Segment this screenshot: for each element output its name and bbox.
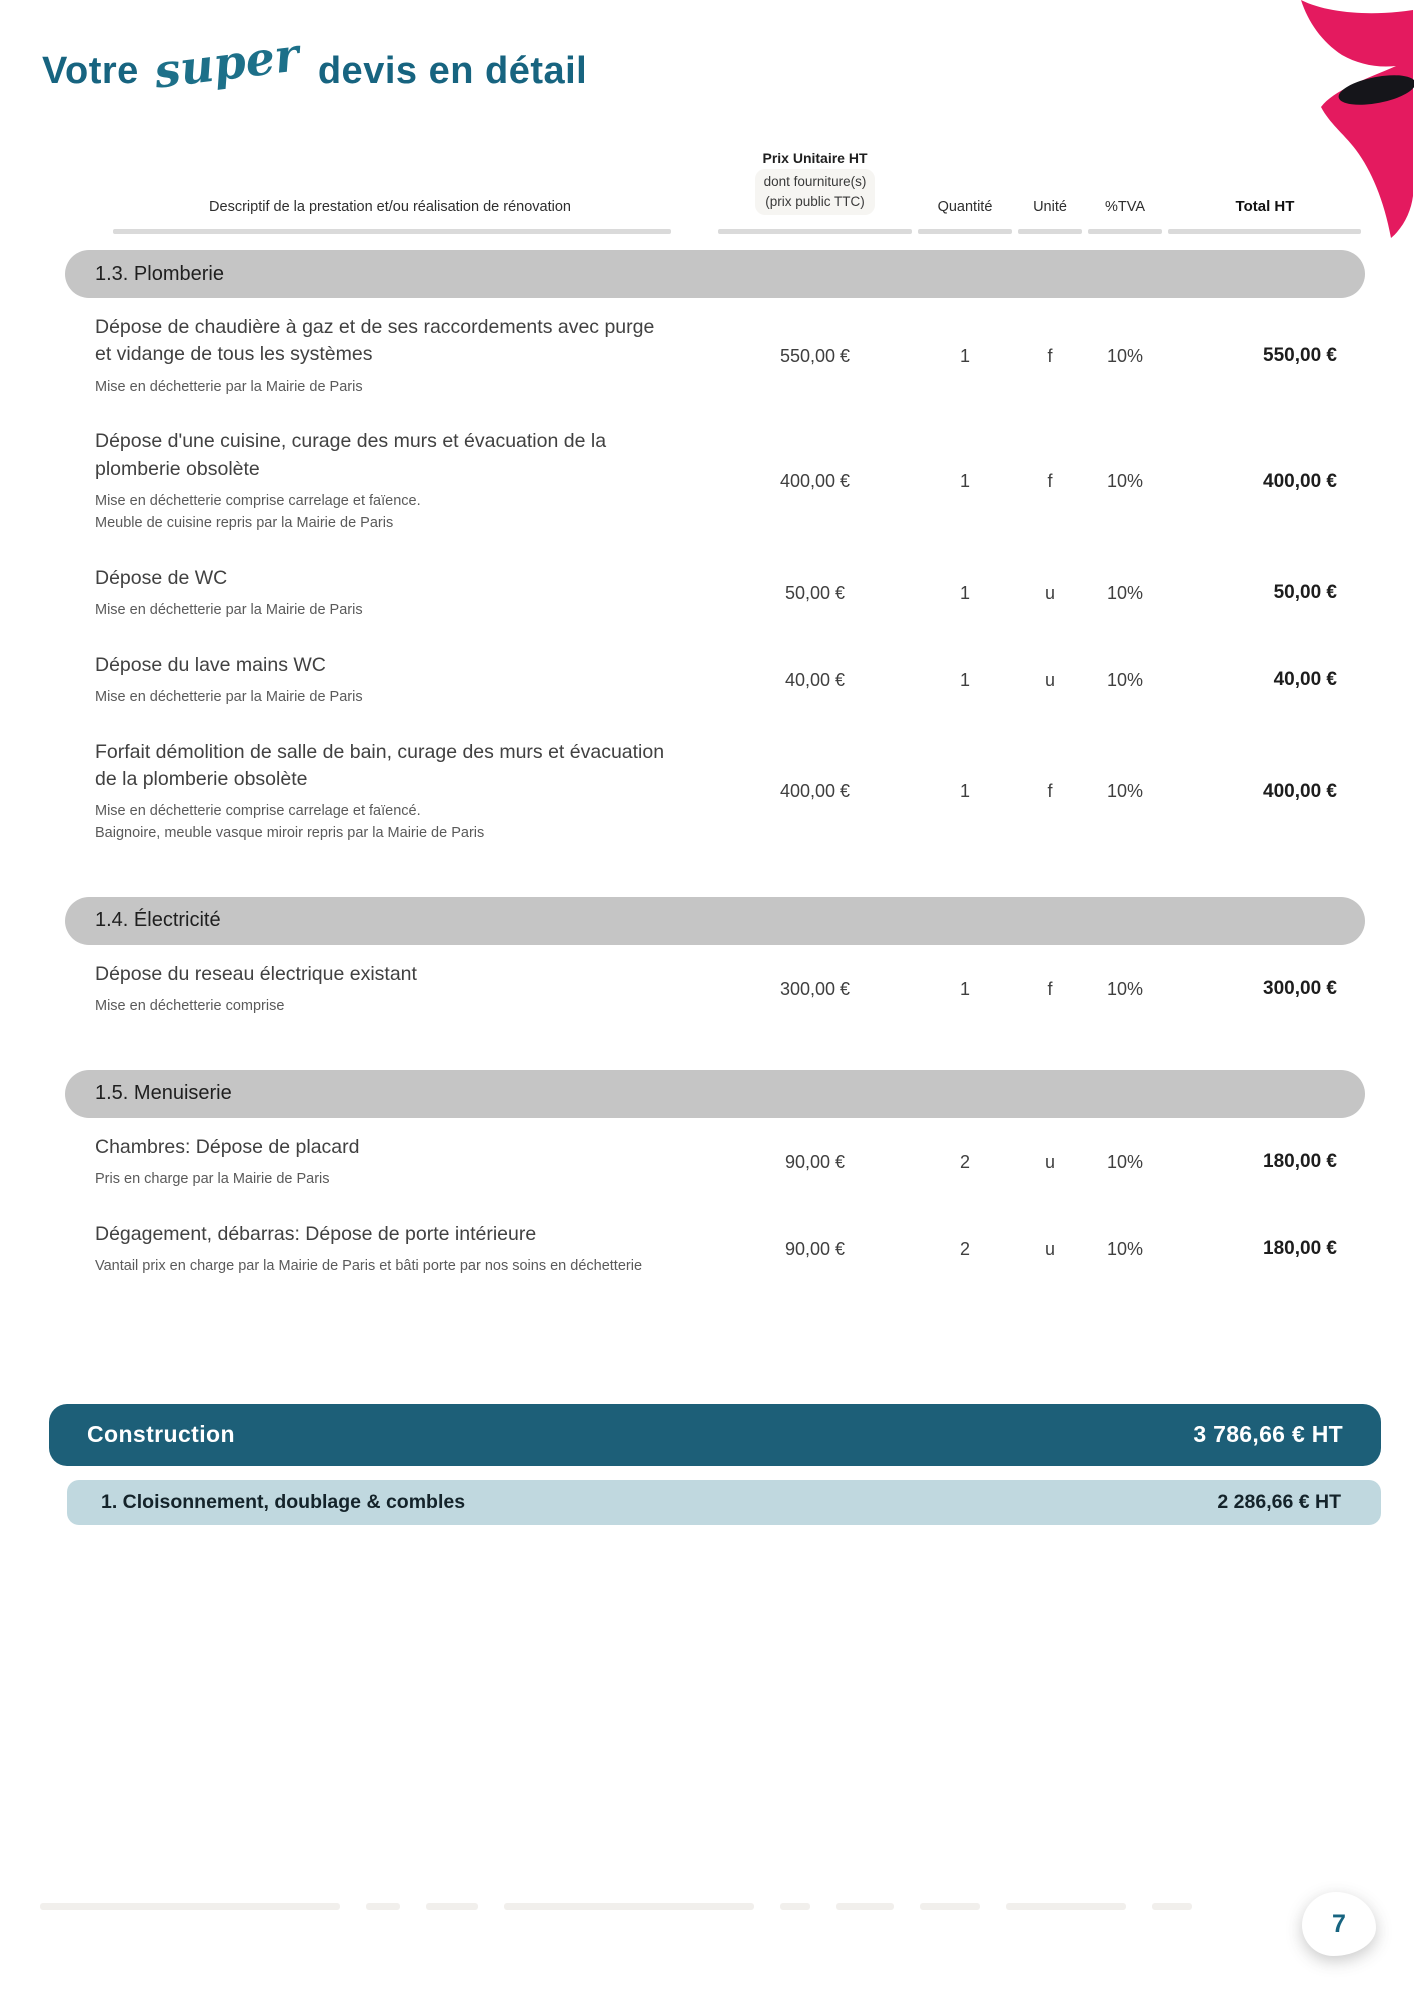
row-title: Dépose d'une cuisine, curage des murs et évacuation de la plomberie obsolète xyxy=(95,430,607,480)
column-header-unite: Unité xyxy=(1033,199,1067,216)
tva-value: 10% xyxy=(1106,1238,1144,1259)
construction-label: Construction xyxy=(87,1421,235,1448)
unit-price-value: 90,00 € xyxy=(784,1238,846,1259)
unit-price-value: 400,00 € xyxy=(779,781,851,802)
tva-value: 10% xyxy=(1106,781,1144,802)
page-title-script-word: super xyxy=(151,27,302,99)
unit-price-value: 40,00 € xyxy=(784,669,846,690)
total-value: 50,00 € xyxy=(1273,582,1337,604)
total-value: 300,00 € xyxy=(1263,978,1337,1000)
total-value: 180,00 € xyxy=(1263,1151,1337,1173)
row-note: Mise en déchetterie comprise carrelage et faïencé. xyxy=(95,803,421,820)
row-title: Forfait démolition de salle de bain, curage des murs et évacuation de la plomberie obsolète xyxy=(95,740,665,790)
column-header-prix-unitaire xyxy=(715,150,915,217)
total-value: 40,00 € xyxy=(1273,669,1337,691)
row-note: Mise en déchetterie par la Mairie de Paris xyxy=(95,688,363,705)
unit-price-value: 400,00 € xyxy=(779,471,851,492)
unit-value: u xyxy=(1044,1151,1055,1172)
footer-faint-line xyxy=(40,1903,1400,1911)
cloisonnement-subtotal-amount: 2 286,66 € HT xyxy=(1217,1490,1341,1513)
section-header-plomberie: 1.3. Plomberie xyxy=(65,250,1365,298)
tva-value: 10% xyxy=(1106,669,1144,690)
unit-value: u xyxy=(1044,1238,1055,1259)
total-value: 400,00 € xyxy=(1263,780,1337,802)
construction-total-amount: 3 786,66 € HT xyxy=(1193,1421,1343,1448)
table-row xyxy=(65,412,1365,548)
unit-value: f xyxy=(1047,781,1053,802)
unit-value: u xyxy=(1044,582,1055,603)
row-note: Vantail prix en charge par la Mairie de Paris et bâti porte par nos soins en déchetterie xyxy=(95,1258,643,1275)
table-row xyxy=(65,1205,1365,1292)
row-note: Meuble de cuisine repris par la Mairie de Paris xyxy=(95,514,394,531)
unit-price-value: 300,00 € xyxy=(779,978,851,999)
quantity-value: 1 xyxy=(959,669,970,690)
section-header-menuiserie: 1.5. Menuiserie xyxy=(65,1070,1365,1118)
table-row xyxy=(65,549,1365,636)
quantity-value: 1 xyxy=(959,781,970,802)
total-value: 400,00 € xyxy=(1263,470,1337,492)
header-underline-bars xyxy=(65,229,1365,234)
tva-value: 10% xyxy=(1106,471,1144,492)
cloisonnement-subtotal-band xyxy=(67,1480,1381,1525)
row-title: Dégagement, débarras: Dépose de porte intérieure xyxy=(95,1222,537,1245)
prix-unitaire-label: Prix Unitaire HT xyxy=(762,150,868,166)
total-value: 180,00 € xyxy=(1263,1238,1337,1260)
row-note: Mise en déchetterie comprise carrelage et faïence. xyxy=(95,493,421,510)
column-header-total: Total HT xyxy=(1235,198,1295,216)
construction-total-band xyxy=(49,1404,1381,1466)
tva-value: 10% xyxy=(1106,582,1144,603)
total-value: 550,00 € xyxy=(1263,345,1337,367)
prix-unitaire-subnote: dont fourniture(s) (prix public TTC) xyxy=(755,169,876,215)
row-title: Chambres: Dépose de placard xyxy=(95,1135,360,1158)
tva-value: 10% xyxy=(1106,345,1144,366)
cloisonnement-label: 1. Cloisonnement, doublage & combles xyxy=(101,1490,466,1513)
quantity-value: 1 xyxy=(959,582,970,603)
page-title-suffix: devis en détail xyxy=(317,49,588,92)
row-title: Dépose de WC xyxy=(95,566,228,589)
page-title xyxy=(42,27,588,99)
row-title: Dépose du lave mains WC xyxy=(95,653,326,676)
table-row xyxy=(65,945,1365,1032)
table-row xyxy=(65,1118,1365,1205)
table-row xyxy=(65,636,1365,723)
column-header-tva: %TVA xyxy=(1104,199,1146,216)
row-note: Mise en déchetterie comprise xyxy=(95,998,285,1015)
row-note: Pris en charge par la Mairie de Paris xyxy=(95,1171,330,1188)
table-header xyxy=(65,122,1365,217)
table-row xyxy=(65,298,1365,412)
unit-price-value: 90,00 € xyxy=(784,1151,846,1172)
column-header-descriptif: Descriptif de la prestation et/ou réalisation de rénovation xyxy=(209,199,571,216)
row-note: Baignoire, meuble vasque miroir repris par la Mairie de Paris xyxy=(95,825,485,841)
page-number: 7 xyxy=(1332,1909,1346,1938)
quantity-value: 2 xyxy=(959,1151,970,1172)
unit-price-value: 550,00 € xyxy=(779,345,851,366)
unit-value: f xyxy=(1047,471,1053,492)
tva-value: 10% xyxy=(1106,978,1144,999)
unit-value: f xyxy=(1047,978,1053,999)
tva-value: 10% xyxy=(1106,1151,1144,1172)
page-title-prefix: Votre xyxy=(42,49,139,92)
unit-value: f xyxy=(1047,345,1053,366)
section-header-electricite: 1.4. Électricité xyxy=(65,897,1365,945)
row-title: Dépose de chaudière à gaz et de ses raccordements avec purge et vidange de tous les systèmes xyxy=(95,316,655,366)
row-note: Mise en déchetterie par la Mairie de Paris xyxy=(95,601,363,618)
page-number-badge xyxy=(1302,1892,1376,1956)
quote-table xyxy=(65,122,1365,1525)
quantity-value: 1 xyxy=(959,471,970,492)
quantity-value: 2 xyxy=(959,1238,970,1259)
unit-price-value: 50,00 € xyxy=(784,582,846,603)
quantity-value: 1 xyxy=(959,978,970,999)
row-note: Mise en déchetterie par la Mairie de Paris xyxy=(95,378,363,395)
unit-value: u xyxy=(1044,669,1055,690)
column-header-quantite: Quantité xyxy=(937,199,993,216)
table-row xyxy=(65,723,1365,859)
row-title: Dépose du reseau électrique existant xyxy=(95,962,417,985)
quantity-value: 1 xyxy=(959,345,970,366)
